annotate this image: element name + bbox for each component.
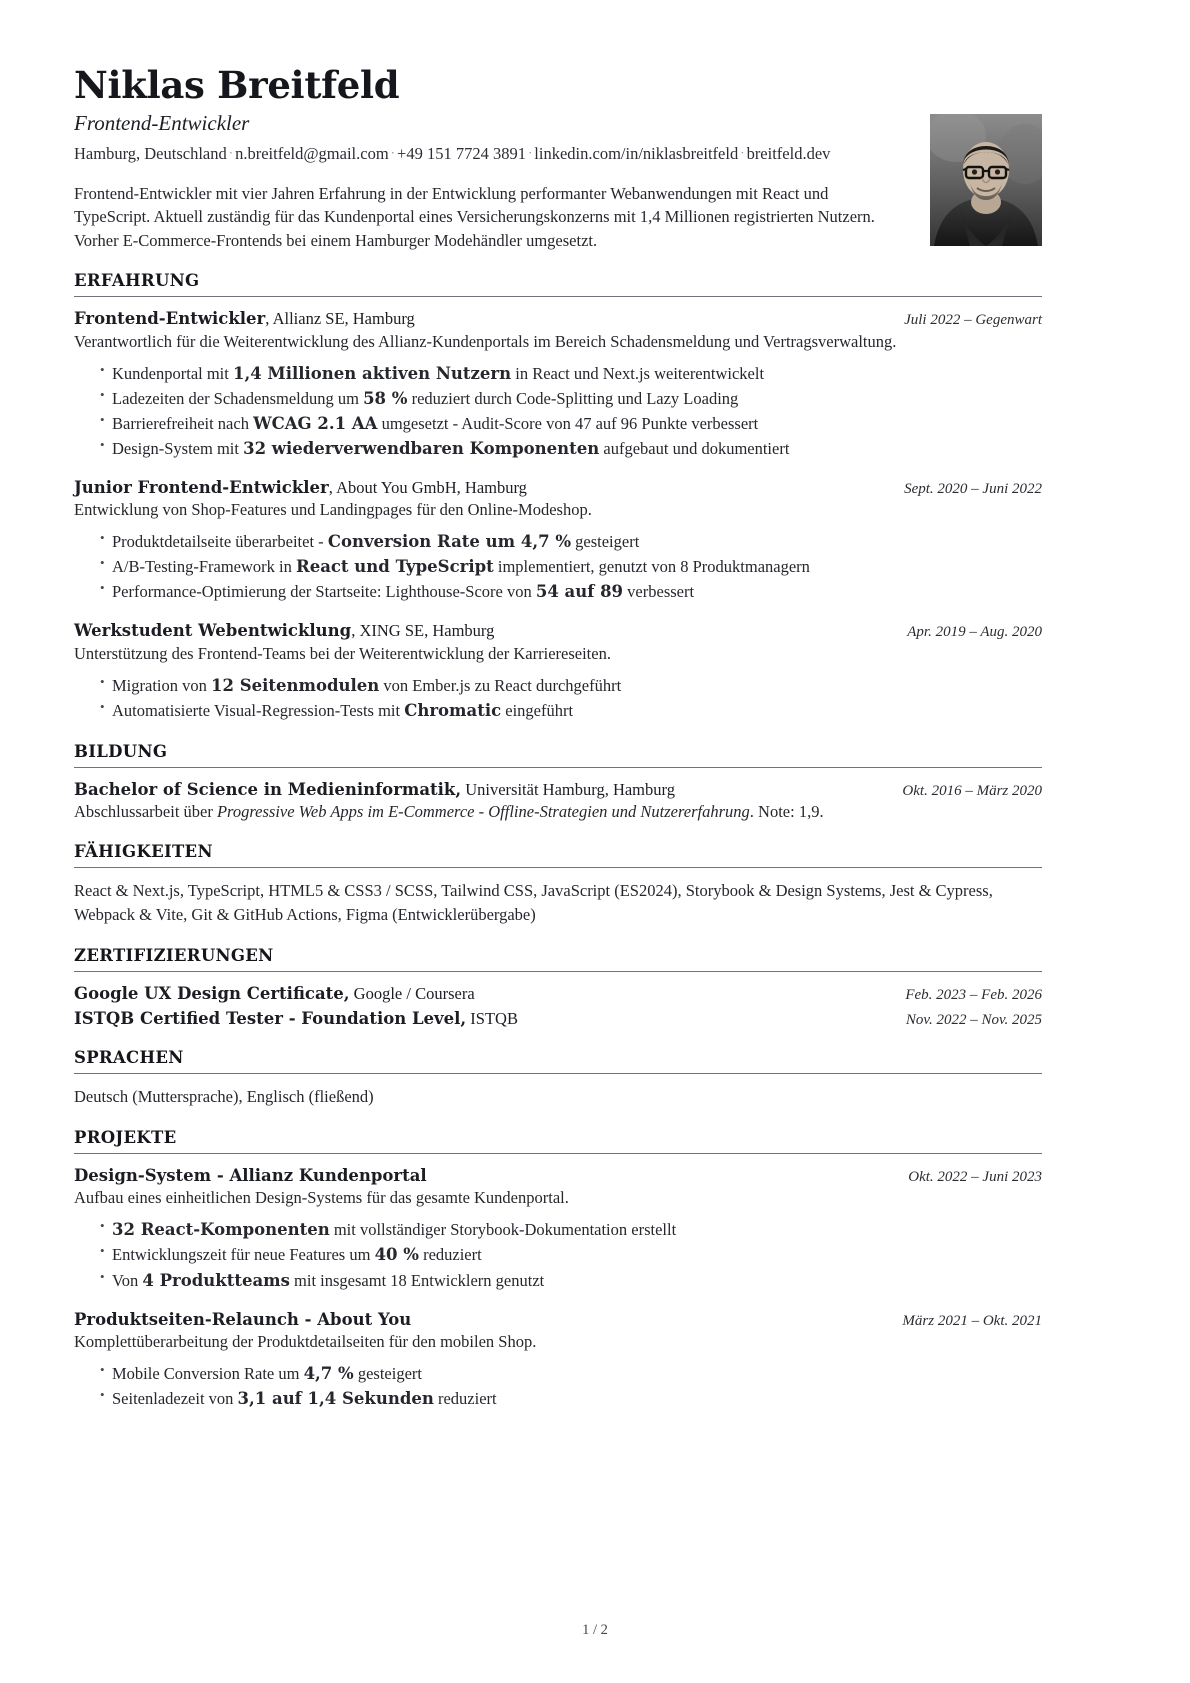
- entry-title: [74, 779, 675, 800]
- education-entry: [74, 779, 1042, 823]
- bullet-text-highlight: 58 %: [363, 388, 408, 408]
- project-name: Design-System - Allianz Kundenportal: [74, 1166, 427, 1186]
- thesis-title: Progressive Web Apps im E-Commerce - Offline-Strategien und Nutzererfahrung: [216, 802, 750, 822]
- job-role: Werkstudent Webentwicklung: [74, 621, 352, 641]
- section-skills: [74, 842, 1042, 927]
- contact-separator-icon: ·: [740, 145, 745, 161]
- list-item: [100, 436, 1042, 461]
- section-divider: [74, 867, 1042, 868]
- bullet-text-pre: Kundenportal mit: [112, 363, 233, 383]
- entry-description: Aufbau eines einheitlichen Design-Systems für das gesamte Kundenportal.: [74, 1188, 569, 1208]
- bullet-text-highlight: 4,7 %: [303, 1364, 354, 1384]
- bullet-text-post: in React und Next.js weiterentwickelt: [511, 363, 765, 383]
- section-education: [74, 742, 1042, 823]
- entry-header: [74, 1165, 1042, 1186]
- page-number: 1 / 2: [582, 1622, 608, 1638]
- contact-email[interactable]: n.breitfeld@gmail.com: [235, 144, 389, 164]
- resume-sheet: [74, 63, 1042, 1411]
- section-title-certifications: ZERTIFIZIERUNGEN: [74, 946, 274, 966]
- entry-description: Komplettüberarbeitung der Produktdetailseiten für den mobilen Shop.: [74, 1332, 537, 1352]
- contact-website[interactable]: breitfeld.dev: [746, 144, 831, 164]
- list-item: [100, 1361, 1042, 1386]
- entry-title: [74, 983, 475, 1004]
- entry-bullets: [74, 1217, 1042, 1292]
- bullet-text-post: aufgebaut und dokumentiert: [599, 438, 790, 458]
- bullet-text-pre: Automatisierte Visual-Regression-Tests mit: [112, 700, 405, 720]
- bullet-text-highlight: 4 Produktteams: [142, 1270, 290, 1290]
- entry-title: [74, 620, 494, 641]
- bullet-text-post: gesteigert: [571, 532, 640, 552]
- project-name: Produktseiten-Relaunch - About You: [74, 1309, 412, 1329]
- section-title-skills: FÄHIGKEITEN: [74, 842, 213, 862]
- bullet-text-highlight: 40 %: [374, 1245, 419, 1265]
- job-role: Junior Frontend-Entwickler: [74, 477, 329, 497]
- job-headline: Frontend-Entwickler: [74, 110, 250, 135]
- experience-entry: [74, 477, 1042, 605]
- avatar: [930, 114, 1042, 246]
- entry-title: [74, 308, 415, 329]
- list-item: [100, 411, 1042, 436]
- list-item: [100, 1217, 1042, 1242]
- entry-header: [74, 308, 1042, 329]
- header-text-block: [74, 63, 904, 252]
- contact-phone[interactable]: +49 151 7724 3891: [397, 144, 526, 164]
- entry-date: Okt. 2022 – Juni 2023: [908, 1169, 1042, 1186]
- bullet-text-highlight: Conversion Rate um 4,7 %: [327, 532, 572, 552]
- section-languages: [74, 1048, 1042, 1109]
- institution-name: Universität Hamburg, Hamburg: [461, 780, 675, 800]
- entry-date: Apr. 2019 – Aug. 2020: [907, 624, 1042, 641]
- entry-bullets: [74, 673, 1042, 723]
- job-company: , About You GmbH, Hamburg: [328, 477, 527, 497]
- list-item: [100, 361, 1042, 386]
- portrait-photo-icon: [930, 114, 1042, 246]
- bullet-text-pre: Barrierefreiheit nach: [112, 413, 254, 433]
- bullet-text-highlight: 54 auf 89: [535, 582, 624, 602]
- project-entry: [74, 1165, 1042, 1293]
- entry-date: Juli 2022 – Gegenwart: [904, 312, 1042, 329]
- section-divider: [74, 1073, 1042, 1074]
- entry-title: [74, 477, 527, 498]
- list-item: [100, 579, 1042, 604]
- section-divider: [74, 296, 1042, 297]
- entry-header: [74, 779, 1042, 800]
- contact-separator-icon: ·: [390, 145, 396, 161]
- bullet-text-highlight: Chromatic: [404, 700, 502, 720]
- entry-title: [74, 1165, 427, 1186]
- section-title-languages: SPRACHEN: [74, 1048, 184, 1068]
- bullet-text-pre: Migration von: [112, 675, 211, 695]
- bullet-text-pre: Entwicklungszeit für neue Features um: [112, 1245, 375, 1265]
- thesis-grade: . Note: 1,9.: [749, 802, 824, 822]
- entry-title: [74, 1309, 411, 1330]
- entry-date: März 2021 – Okt. 2021: [902, 1312, 1042, 1329]
- experience-entry: [74, 308, 1042, 461]
- degree-name: Bachelor of Science in Medieninformatik,: [74, 780, 462, 800]
- certification-row: [74, 983, 1042, 1004]
- contact-location: Hamburg, Deutschland: [74, 144, 227, 164]
- certification-row: [74, 1008, 1042, 1029]
- bullet-text-pre: Von: [112, 1270, 143, 1290]
- bullet-text-highlight: 1,4 Millionen aktiven Nutzern: [232, 363, 512, 383]
- entry-date: Sept. 2020 – Juni 2022: [904, 480, 1042, 497]
- languages-list: Deutsch (Muttersprache), Englisch (fließend): [74, 1087, 374, 1107]
- bullet-text-post: reduziert: [418, 1245, 482, 1265]
- skills-list: React & Next.js, TypeScript, HTML5 & CSS3 / SCSS, Tailwind CSS, JavaScript (ES2024), Storybook & Design Systems, Jest & Cypress, Webpack & Vite, Git & GitHub Actions, Figma (Entwicklerübergabe): [74, 881, 993, 925]
- bullet-text-pre: Seitenladezeit von: [112, 1389, 238, 1409]
- entry-header: [74, 1309, 1042, 1330]
- contact-separator-icon: ·: [527, 145, 533, 161]
- entry-date: Okt. 2016 – März 2020: [902, 783, 1042, 800]
- contact-line: [74, 141, 874, 168]
- list-item: [100, 554, 1042, 579]
- bullet-text-highlight: 32 React-Komponenten: [112, 1220, 330, 1240]
- entry-description: Entwicklung von Shop-Features und Landingpages für den Online-Modeshop.: [74, 500, 592, 520]
- entry-date: Feb. 2023 – Feb. 2026: [905, 987, 1042, 1004]
- certification-name: Google UX Design Certificate,: [74, 984, 350, 1004]
- section-certifications: [74, 946, 1042, 1029]
- bullet-text-highlight: 3,1 auf 1,4 Sekunden: [237, 1389, 434, 1409]
- bullet-text-highlight: React und TypeScript: [295, 557, 494, 577]
- bullet-text-post: reduziert: [433, 1389, 497, 1409]
- bullet-text-post: von Ember.js zu React durchgeführt: [379, 675, 622, 695]
- entry-bullets: [74, 361, 1042, 461]
- bullet-text-pre: A/B-Testing-Framework in: [112, 557, 296, 577]
- profile-summary: Frontend-Entwickler mit vier Jahren Erfahrung in der Entwicklung performanter Webanwendungen mit React und TypeScript. Aktuell zuständig für das Kundenportal eines Versicherungskonzerns mit 1,4 Millionen registrierten Nutzern. Vorher E-Commerce-Frontends bei einem Hamburger Modehändler umgesetzt.: [74, 183, 875, 250]
- resume-header: [74, 63, 1042, 252]
- entry-description: Verantwortlich für die Weiterentwicklung des Allianz-Kundenportals im Bereich Schadensmeldung und Vertragsverwaltung.: [74, 331, 897, 351]
- certification-issuer: Google / Coursera: [349, 984, 475, 1004]
- list-item: [100, 529, 1042, 554]
- section-divider: [74, 767, 1042, 768]
- section-title-projects: PROJEKTE: [74, 1128, 177, 1148]
- certification-issuer: ISTQB: [466, 1008, 518, 1028]
- bullet-text-post: implementiert, genutzt von 8 Produktmanagern: [493, 557, 810, 577]
- bullet-text-pre: Produktdetailseite überarbeitet -: [112, 532, 328, 552]
- section-divider: [74, 1153, 1042, 1154]
- section-projects: [74, 1128, 1042, 1411]
- section-title-experience: ERFAHRUNG: [74, 271, 200, 291]
- bullet-text-pre: Mobile Conversion Rate um: [112, 1364, 304, 1384]
- list-item: [100, 1386, 1042, 1411]
- project-entry: [74, 1309, 1042, 1412]
- list-item: [100, 1268, 1042, 1293]
- job-company: , XING SE, Hamburg: [351, 621, 495, 641]
- contact-separator-icon: ·: [228, 145, 234, 161]
- section-divider: [74, 971, 1042, 972]
- bullet-text-post: mit vollständiger Storybook-Dokumentation erstellt: [329, 1220, 677, 1240]
- entry-bullets: [74, 529, 1042, 604]
- bullet-text-pre: Design-System mit: [112, 438, 244, 458]
- bullet-text-post: verbessert: [623, 582, 695, 602]
- bullet-text-post: eingeführt: [501, 700, 574, 720]
- entry-date: Nov. 2022 – Nov. 2025: [905, 1011, 1042, 1028]
- bullet-text-highlight: 12 Seitenmodulen: [211, 675, 380, 695]
- bullet-text-highlight: WCAG 2.1 AA: [253, 413, 378, 433]
- entry-description: Unterstützung des Frontend-Teams bei der Weiterentwicklung der Karriereseiten.: [74, 643, 611, 663]
- entry-title: [74, 1008, 518, 1029]
- entry-bullets: [74, 1361, 1042, 1411]
- bullet-text-post: umgesetzt - Audit-Score von 47 auf 96 Punkte verbessert: [377, 413, 759, 433]
- list-item: [100, 386, 1042, 411]
- experience-entry: [74, 620, 1042, 723]
- job-company: , Allianz SE, Hamburg: [265, 309, 415, 329]
- list-item: [100, 673, 1042, 698]
- certification-name: ISTQB Certified Tester - Foundation Level,: [74, 1008, 467, 1028]
- bullet-text-pre: Performance-Optimierung der Startseite: Lighthouse-Score von: [112, 582, 536, 602]
- bullet-text-pre: Ladezeiten der Schadensmeldung um: [112, 388, 364, 408]
- entry-header: [74, 620, 1042, 641]
- bullet-text-highlight: 32 wiederverwendbaren Komponenten: [243, 438, 600, 458]
- list-item: [100, 698, 1042, 723]
- page-title: Niklas Breitfeld: [74, 63, 400, 107]
- page-footer: [0, 1622, 1190, 1639]
- bullet-text-post: mit insgesamt 18 Entwicklern genutzt: [289, 1270, 545, 1290]
- section-title-education: BILDUNG: [74, 742, 168, 762]
- bullet-text-post: reduziert durch Code-Splitting und Lazy Loading: [407, 388, 739, 408]
- section-experience: [74, 271, 1042, 723]
- entry-header: [74, 477, 1042, 498]
- contact-linkedin[interactable]: linkedin.com/in/niklasbreitfeld: [534, 144, 739, 164]
- thesis-label: Abschlussarbeit über: [74, 802, 217, 822]
- bullet-text-post: gesteigert: [353, 1364, 422, 1384]
- thesis-line: [74, 801, 1042, 823]
- list-item: [100, 1242, 1042, 1267]
- job-role: Frontend-Entwickler: [74, 309, 266, 329]
